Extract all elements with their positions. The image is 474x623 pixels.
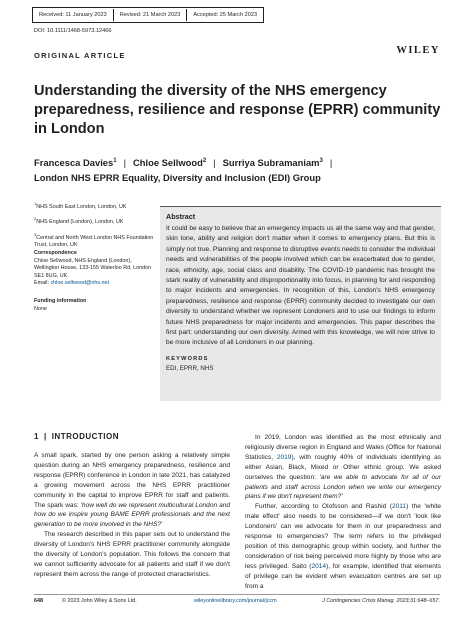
correspondence — [34, 250, 154, 288]
author-affiliation-mark: 3 — [319, 158, 323, 164]
author-separator: | — [213, 157, 216, 169]
citation-link[interactable]: 2019 — [276, 453, 292, 461]
citation-link[interactable]: 2011 — [392, 503, 407, 511]
paragraph: The research described in this paper sets out to understand the diversity of London's NHS EPRR practitioner community alongside the diversity of London's population. This follows the concern that we cannot sufficiently advocate for all patients and staff if we don't represent them across the range of protected characteristics. — [34, 531, 230, 578]
wiley-logo: WILEY — [396, 45, 440, 56]
author-name[interactable]: Francesca Davies — [34, 157, 114, 169]
funding-text: None — [34, 305, 47, 312]
author-name[interactable]: Chloe Sellwood — [133, 157, 203, 169]
abstract-box — [160, 206, 441, 401]
paragraph: A small spark, started by one person asking a relatively simple question during an NHS emergency preparedness, resilience and response (EPRR) conference in London in late 2021, has catalyzed a growing movement across the NHS EPRR practitioner community in the capital to improve EPRR for staff and patients. The spark was: 'how well do we represent multicultural London and how do we inspire young BAME EPRR professionals and the next generation to be more involved in the NHS?' — [34, 452, 230, 529]
affiliation: $^2$NHS England (London), London, UK — [34, 216, 124, 226]
section-title: INTRODUCTION — [51, 432, 120, 441]
paragraph: Further, according to Olofsson and Rashid (2011) the 'white male effect' also needs to be considered—if we don't 'look like Londoners' can we advocate for them in our preparedness and response to emergencies? The term refers to the privileged position of this demographic group within society, and further the consideration of risk being perceived more highly by those who are less privileged. Saito (2014), for example, identified that elements of privilege can be evident when evacuation centres are set up from a — [245, 503, 441, 590]
author-separator: | — [123, 157, 127, 169]
email-link[interactable]: chloe.sellwood@nhs.net — [50, 280, 109, 286]
journal-link[interactable]: wileyonlinelibrary.com/journal/jccm — [194, 598, 277, 604]
correspondence-email-line: Email: chloe.sellwood@nhs.net — [34, 280, 109, 286]
doi: DOI: 10.1111/1468-5973.12466 — [34, 28, 112, 34]
journal-url — [194, 598, 277, 604]
correspondence-address: Chloe Sellwood, NHS England (London), Wellington House, 133-155 Waterloo Rd, London SE1 8UG, UK. — [34, 257, 152, 279]
author-group: London NHS EPRR Equality, Diversity and Inclusion (EDI) Group — [34, 172, 321, 184]
body-column-right — [245, 433, 441, 592]
author-separator: | — [329, 157, 333, 169]
author-affiliation-mark: 2 — [202, 158, 207, 164]
affiliation: $^1$NHS South East London, London, UK — [34, 201, 127, 210]
accepted-date: Accepted: 25 March 2023 — [186, 9, 263, 21]
author-affiliation-mark: 1 — [113, 158, 117, 164]
received-date: Received: 11 January 2023 — [39, 12, 107, 18]
article-type: ORIGINAL ARTICLE — [34, 51, 126, 60]
author-list — [34, 154, 454, 170]
abstract-text: It could be easy to believe that an emergency impacts us all the same way and that gender, skin tone, ability and religion don't matter when it comes to emergency plans. But this is simply not true. Planning and response to disruptive events needs to consider the individual needs and vulnerabilities of the people involved which can be exacerbated due to gender, race, ethnicity, age, social class and disability. The COVID-19 pandemic has brought the stark reality of vulnerability and disproportionality into focus, in planning for and responding to major incidents and emergencies. In recognition of this, London's NHS emergency preparedness, resilience and response (EPRR) community decided to investigate our own diversity to understand whether we represent Londoners and to use our findings to inform future NHS preparedness for major incidents and emergencies. This paper describes the first part: understanding our own diversity. Armed with this knowledge, we will now strive to be more inclusive of all Londoners in our planning. — [166, 225, 435, 347]
keywords-heading: KEYWORDS — [166, 355, 209, 362]
affiliations — [34, 200, 154, 249]
paragraph: In 2019, London was identified as the most ethnically and religiously diverse region in England and Wales (Office for National Statistics, 2019), with roughly 40% of individuals identifying as either Asian, Black, Mixed or Other ethnic group. We asked ourselves the question: 'are we able to advocate for all of our patients and staff across London when we write our emergency plans if we don't represent them?' — [245, 434, 442, 501]
affiliation: $^3$Central and North West London NHS Foundation Trust, London, UK — [34, 231, 154, 248]
revised-date: Revised: 21 March 2023 — [113, 9, 187, 21]
authors-block — [34, 154, 454, 185]
section-number: 1 — [34, 432, 39, 441]
copyright: © 2023 John Wiley & Sons Ltd. — [62, 598, 137, 604]
footer-divider — [34, 594, 440, 595]
author-name[interactable]: Surriya Subramaniam — [222, 157, 320, 169]
funding-info — [34, 298, 154, 313]
keywords: EDI, EPRR, NHS — [166, 364, 214, 372]
citation-link[interactable]: 2014 — [311, 562, 327, 570]
correspondence-heading: Correspondence — [34, 250, 77, 256]
funding-heading: Funding information — [34, 298, 87, 304]
article-dates-box — [32, 7, 264, 23]
body-column-left — [34, 451, 230, 580]
journal-citation: J Contingencies Crisis Manag. 2023;31:648–657. — [322, 598, 440, 604]
abstract-heading: Abstract — [166, 212, 196, 221]
section-heading: 1 | INTRODUCTION — [34, 432, 120, 441]
page-number: 648 — [34, 598, 43, 604]
paper-title: Understanding the diversity of the NHS emergency preparedness, resilience and response (EPRR) community in London — [34, 83, 441, 137]
